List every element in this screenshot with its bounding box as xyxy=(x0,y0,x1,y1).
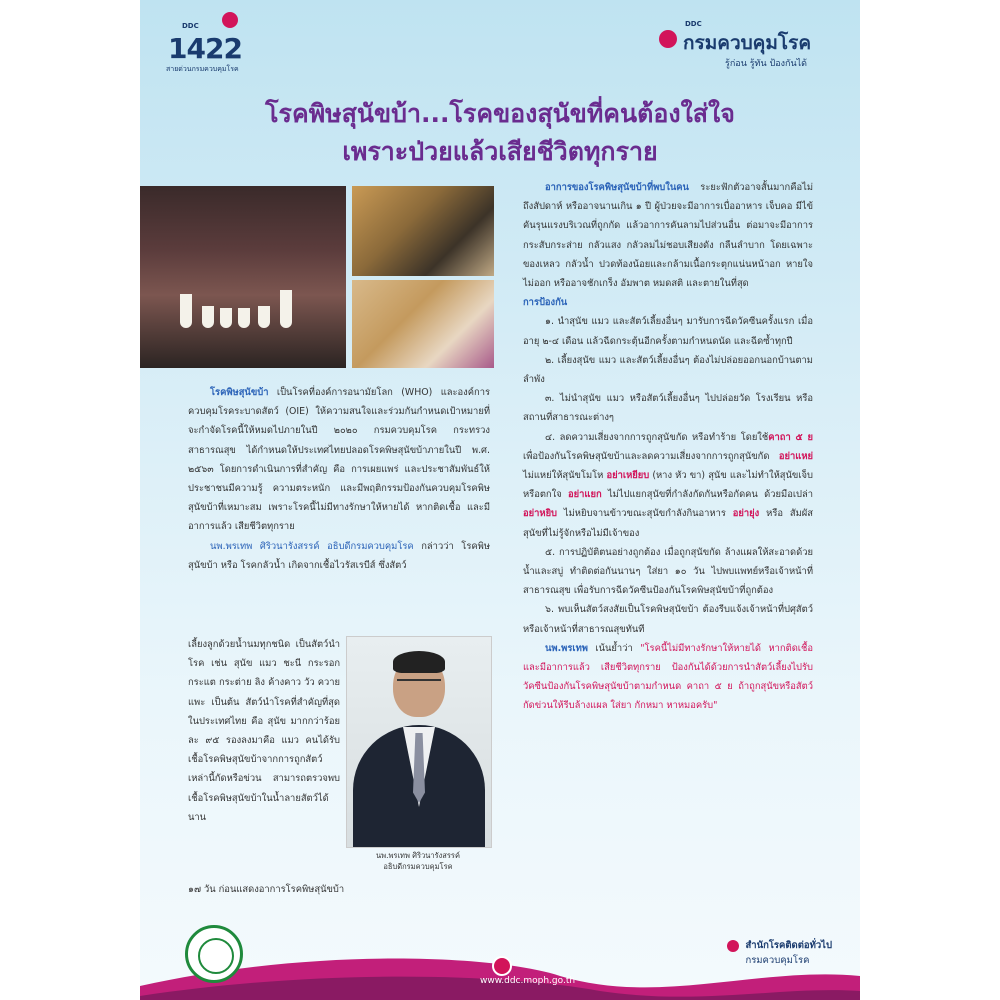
prevention-item-3: ๓. ไม่นำสุนัข แมว หรือสัตว์เลี้ยงอื่นๆ ไปปล่อยวัด โรงเรียน หรือ สถานที่สาธารณะต่างๆ xyxy=(523,393,813,424)
hotline-subtitle: สายด่วนกรมควบคุมโรค xyxy=(166,65,239,73)
symptom-heading: อาการของโรคพิษสุนัขบ้าที่พบในคน xyxy=(545,182,689,193)
right-column xyxy=(523,178,813,716)
brand-name: กรมควบคุมโรค xyxy=(683,32,812,54)
footer-url: www.ddc.moph.go.th xyxy=(480,976,576,986)
page-title xyxy=(140,95,860,171)
director-statement: กล่าวว่า โรคพิษสุนัขบ้า หรือ โรคกลัวน้ำ เกิดจากเชื้อไวรัสเรบีส์ ซึ่งสัตว์ xyxy=(188,540,491,571)
director-name: นพ.พรเทพ ศิริวนารังสรรค์ xyxy=(210,540,320,552)
prevention-item-1: ๑. นำสุนัข แมว และสัตว์เลี้ยงอื่นๆ มารับการฉีดวัคซีนครั้งแรก เมื่ออายุ ๒-๔ เดือน แล้วฉีดกระตุ้นอีกครั้งตามกำหนดนัด และฉีดซ้ำทุกปี xyxy=(523,316,813,347)
prevention-heading: การป้องกัน xyxy=(523,297,568,309)
poster xyxy=(140,0,860,1000)
ladybug-icon xyxy=(659,30,677,48)
ladybug-icon xyxy=(492,956,512,976)
title-line-2: เพราะป่วยแล้วเสียชีวิตทุกราย xyxy=(342,137,658,166)
caption-name: นพ.พรเทพ ศิริวนารังสรรค์ xyxy=(376,851,460,860)
ministry-seal xyxy=(185,925,243,983)
dog-vaccination-photo xyxy=(352,186,494,276)
prevention-item-4: ๔. ลดความเสี่ยงจากการถูกสุนัขกัด หรือทำร้าย โดยใช้คาถา ๕ ย เพื่อป้องกันโรคพิษสุนัขบ้าและลดความเสี่ยงจากการถูกสุนัขกัด อย่าแหย่ ไม่แหย่ให้สุนัขโมโห อย่าเหยียบ (หาง หัว ขา) สุนัข และไม่ทำให้สุนัขเจ็บหรือตกใจ อย่าแยก ไม่ไปแยกสุนัขที่กำลังกัดกันหรือกัดคน ด้วยมือเปล่า อย่าหยิบ ไม่หยิบจานข้าวขณะสุนัขกำลังกินอาหาร อย่ายุ่ง หรือ สัมผัสสุนัขที่ไม่รู้จักหรือไม่มีเจ้าของ xyxy=(523,431,813,539)
brand-ddc-label: DDC xyxy=(685,20,702,28)
intro-lead: โรคพิษสุนัขบ้า xyxy=(210,387,269,398)
left-column xyxy=(188,383,490,575)
left-narrow-text: เลี้ยงลูกด้วยน้ำนมทุกชนิด เป็นสัตว์นำโรค เช่น สุนัข แมว ชะนี กระรอก กระแต กระต่าย ลิง ค้างคาว วัว ควาย แพะ เป็นต้น สัตว์นำโรคที่สำคัญที่สุดในประเทศไทย คือ สุนัข มากกว่าร้อยละ ๙๕ รองลงมาคือ แมว คนได้รับเชื้อโรคพิษสุนัขบ้าจากการถูกสัตว์เหล่านี้กัดหรือข่วน สามารถตรวจพบ เชื้อโรคพิษสุนัขบ้าในน้ำลายสัตว์ได้นาน xyxy=(188,639,340,823)
intro-text: เป็นโรคที่องค์การอนามัยโลก (WHO) และองค์การควบคุมโรคระบาดสัตว์ (OIE) ให้ความสนใจและร่วมกันกำหนดเป้าหมายที่จะกำจัดโรคนี้ให้หมดไปภายในปี ๒๐๒๐ กรมควบคุมโรค กระทรวงสาธารณสุข ได้กำหนดให้ประเทศไทยปลอดโรคพิษสุนัขบ้าภายในปี พ.ศ. ๒๕๖๓ โดยการดำเนินการที่สำคัญ คือ การเผยแพร่ และประชาสัมพันธ์ให้ประชาชนมีความรู้ ความตระหนัก และมีพฤติกรรมป้องกันควบคุมโรคพิษสุนัขบ้าที่เหมาะสม เพราะโรคนี้ไม่มีทางรักษาให้หายได้ หากติดเชื้อ และมีอาการแล้ว เสียชีวิตทุกราย xyxy=(188,387,490,533)
caption-title: อธิบดีกรมควบคุมโรค xyxy=(383,862,453,871)
prevention-item-6: ๖. พบเห็นสัตว์สงสัยเป็นโรคพิษสุนัขบ้า ต้องรีบแจ้งเจ้าหน้าที่ปศุสัตว์ หรือเจ้าหน้าที่สาธารณสุขทันที xyxy=(523,604,813,635)
hotline-logo xyxy=(160,10,250,73)
prevention-item-2: ๒. เลี้ยงสุนัข แมว และสัตว์เลี้ยงอื่นๆ ต้องไม่ปล่อยออกนอกบ้านตามลำพัง xyxy=(523,354,813,386)
dog-teeth-photo xyxy=(140,186,346,368)
director-portrait xyxy=(346,636,492,848)
hotline-number: 1422 xyxy=(168,32,242,65)
office-logo xyxy=(745,938,832,968)
ddc-brand-logo xyxy=(655,18,840,68)
prevention-item-5: ๕. การปฏิบัติตนอย่างถูกต้อง เมื่อถูกสุนัขกัด ล้างแผลให้สะอาดด้วยน้ำและสบู่ ทำติดต่อกันนานๆ ใส่ยา ๑๐ วัน ไปพบแพทย์หรือเจ้าหน้าที่สาธารณสุข เพื่อรับการฉีดวัคซีนป้องกันโรคพิษสุนัขบ้าที่ถูกต้อง xyxy=(523,546,813,597)
portrait-caption xyxy=(346,850,490,872)
office-name: สำนักโรคติดต่อทั่วไป xyxy=(745,940,832,951)
ladybug-icon xyxy=(222,12,238,28)
left-last-line: ๑๗ วัน ก่อนแสดงอาการโรคพิษสุนัขบ้า xyxy=(188,884,345,895)
office-department: กรมควบคุมโรค xyxy=(745,955,810,966)
director-quote: นพ.พรเทพ เน้นย้ำว่า "โรคนี้ไม่มีทางรักษาให้หายได้ หากติดเชื้อ และมีอาการแล้ว เสียชีวิตทุกราย ป้องกันได้ด้วยการนำสัตว์เลี้ยงไปรับวัคซีนป้องกันโรคพิษสุนัขบ้าตามกำหนด คาถา ๕ ย ถ้าถูกสุนัขหรือสัตว์ กัดข่วนให้รีบล้างแผล ใส่ยา กักหมา หาหมอครับ" xyxy=(523,642,813,712)
brand-slogan: รู้ก่อน รู้ทัน ป้องกันได้ xyxy=(725,59,807,69)
title-line-1: โรคพิษสุนัขบ้า...โรคของสุนัขที่คนต้องใส่ใจ xyxy=(265,99,735,128)
director-title: อธิบดีกรมควบคุมโรค xyxy=(327,540,414,552)
dog-injection-photo xyxy=(352,280,494,368)
symptom-text: ระยะฟักตัวอาจสั้นมากคือไม่ถึงสัปดาห์ หรืออาจนานเกิน ๑ ปี ผู้ป่วยจะมีอาการเบื่ออาหาร เจ็บคอ มีไข้ คันรุนแรงบริเวณที่ถูกกัด แล้วอาการคันลามไปส่วนอื่น ต่อมาจะมีอาการกระสับกระส่าย กลัวแสง กลัวลมไม่ชอบเสียงดัง กลืนลำบาก โดยเฉพาะของเหลว กลัวน้ำ ปวดท้องน้อยและกล้ามเนื้อกระตุกแน่นหน้าอก หายใจไม่ออก หรืออาจชักเกร็ง อัมพาต หมดสติ และตายในที่สุด xyxy=(523,182,813,290)
hotline-ddc-label: DDC xyxy=(182,22,199,30)
